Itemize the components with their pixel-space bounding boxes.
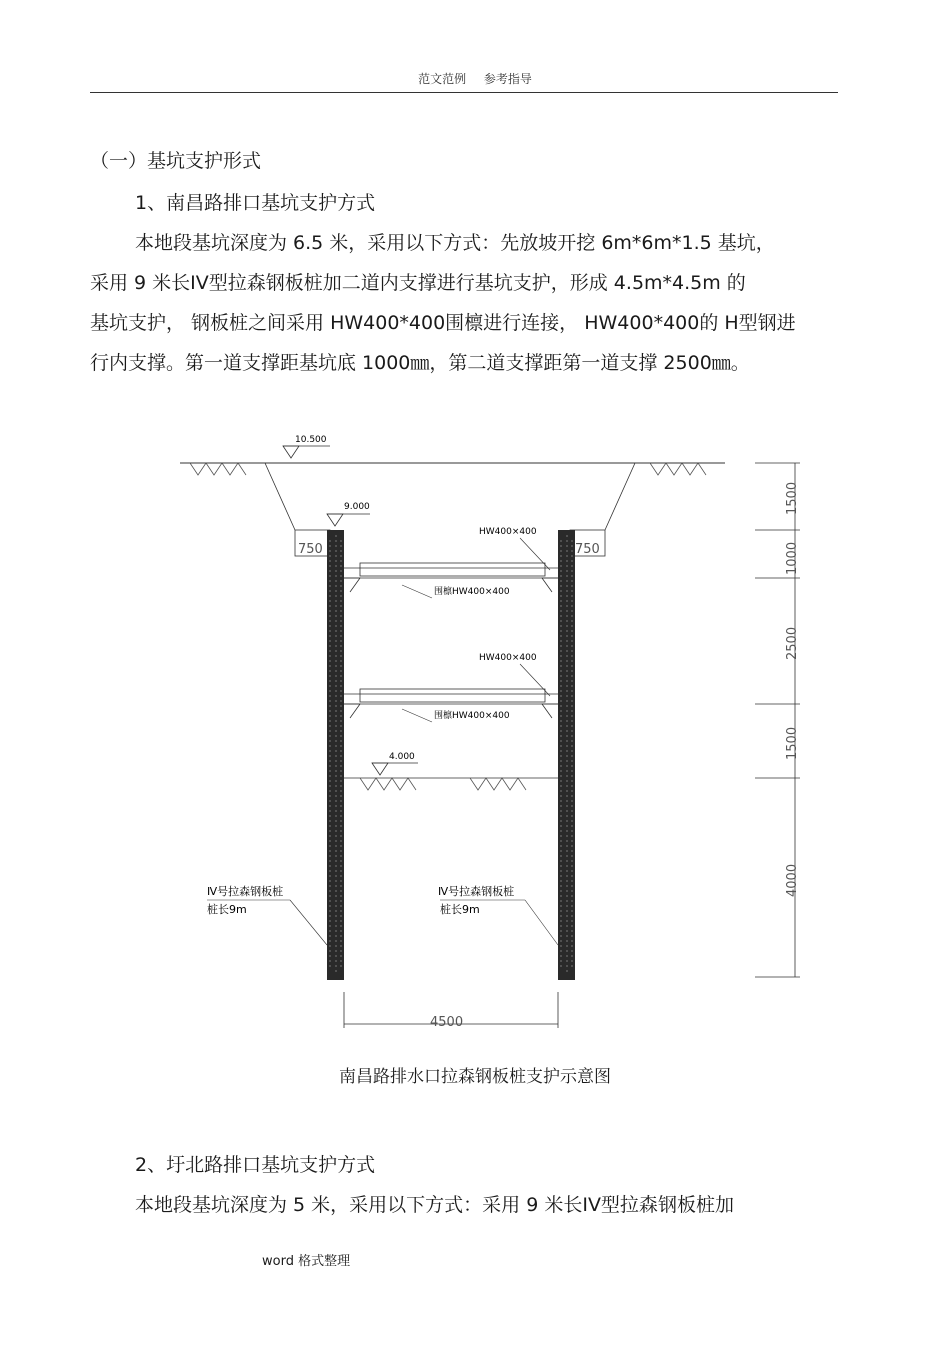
width-dim-label: 4500 [430, 1015, 464, 1030]
figure-caption: 南昌路排水口拉森钢板桩支护示意图 [339, 1067, 611, 1087]
page-header: 范文范例 参考指导 [418, 72, 532, 86]
shoring-diagram [170, 420, 850, 1040]
slope-dim-left: 750 [298, 542, 323, 557]
paragraph-line: 基坑支护， 钢板桩之间采用 HW400*400围檩进行连接， HW400*400的 H型钢进 [90, 312, 796, 334]
header-rule [90, 92, 838, 93]
paragraph-line: 采用 9 米长IV型拉森钢板桩加二道内支撑进行基坑支护，形成 4.5m*4.5m 的 [90, 272, 746, 294]
strut-1 [360, 563, 545, 576]
subsection-title-1: 1、南昌路排口基坑支护方式 [135, 192, 376, 214]
dim-label: 1000 [785, 541, 800, 575]
waling-label-1: 围檩HW400×400 [434, 587, 510, 597]
strut-label-1: HW400×400 [479, 527, 537, 537]
elevation-label-pile: 9.000 [344, 502, 370, 512]
elevation-label-top: 10.500 [295, 435, 327, 445]
paragraph-line: 行内支撑。第一道支撑距基坑底 1000㎜，第二道支撑距第一道支撑 2500㎜。 [90, 352, 750, 374]
pile-label-left-1: Ⅳ号拉森钢板桩 [207, 885, 284, 898]
pile-label-right-2: 桩长9m [440, 903, 480, 916]
strut-label-2: HW400×400 [479, 653, 537, 663]
dim-label: 2500 [785, 626, 800, 660]
dim-label: 4000 [785, 863, 800, 897]
section-heading: （一）基坑支护形式 [90, 150, 262, 172]
paragraph-line: 本地段基坑深度为 5 米，采用以下方式：采用 9 米长IV型拉森钢板桩加 [135, 1194, 734, 1216]
dim-label: 1500 [785, 481, 800, 515]
dim-label: 1500 [785, 726, 800, 760]
paragraph-line: 本地段基坑深度为 6.5 米，采用以下方式：先放坡开挖 6m*6m*1.5 基坑， [135, 232, 775, 254]
dim-ticks [755, 463, 800, 977]
pile-label-left-2: 桩长9m [207, 903, 247, 916]
strut-2 [360, 689, 545, 702]
slope-dim-right: 750 [575, 542, 600, 557]
subsection-title-2: 2、圩北路排口基坑支护方式 [135, 1154, 376, 1176]
elevation-label-bottom: 4.000 [389, 752, 415, 762]
pile-label-right-1: Ⅳ号拉森钢板桩 [438, 885, 515, 898]
waling-label-2: 围檩HW400×400 [434, 711, 510, 721]
page-footer: word 格式整理 [262, 1254, 351, 1269]
